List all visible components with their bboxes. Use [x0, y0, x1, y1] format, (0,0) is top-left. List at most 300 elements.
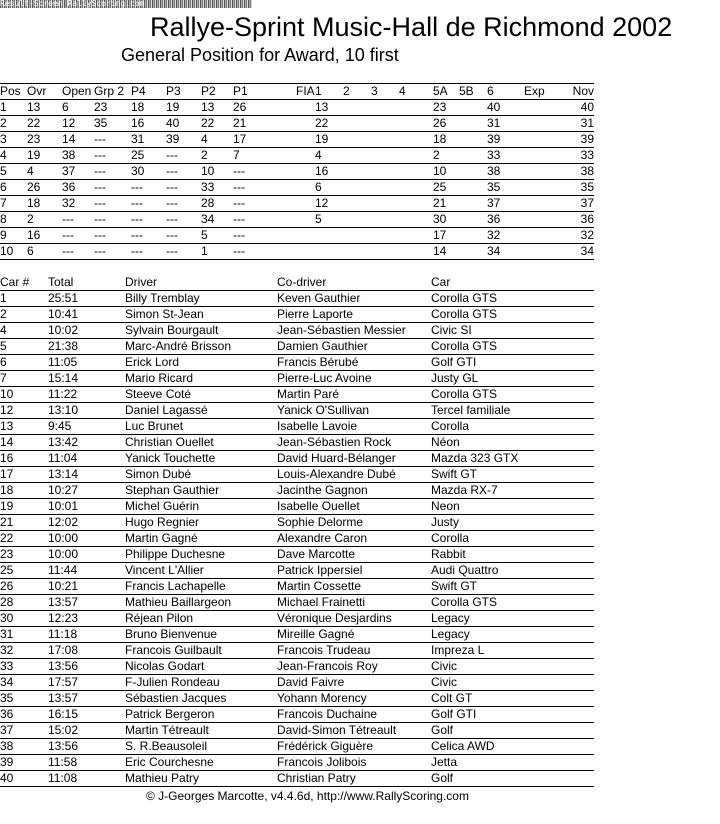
table-row: [0, 771, 594, 787]
table-row: [0, 723, 594, 739]
car-cell: 13:56: [48, 739, 125, 755]
position-header-cell: Nov: [558, 84, 594, 100]
position-cell: [459, 100, 487, 116]
position-cell: [459, 132, 487, 148]
car-cell: 10:41: [48, 307, 125, 323]
position-header-cell: FIA: [282, 84, 315, 100]
table-row: [0, 403, 594, 419]
position-cell: [282, 116, 315, 132]
position-cell: ---: [233, 196, 282, 212]
car-cell: Mireille Gagné: [277, 627, 431, 643]
position-cell: ---: [131, 212, 166, 228]
position-cell: 22: [27, 116, 62, 132]
position-cell: ---: [94, 164, 131, 180]
position-cell: [343, 148, 371, 164]
position-cell: [315, 244, 343, 260]
table-row: [0, 180, 594, 196]
position-cell: [343, 132, 371, 148]
position-cell: 32: [62, 196, 94, 212]
table-row: [0, 675, 594, 691]
car-cell: Eric Courchesne: [125, 755, 277, 771]
car-cell: 16:15: [48, 707, 125, 723]
position-table: [0, 83, 594, 260]
table-row: [0, 451, 594, 467]
position-cell: [282, 244, 315, 260]
car-cell: Jean-Sébastien Rock: [277, 435, 431, 451]
car-cell: 10:01: [48, 499, 125, 515]
car-cell: Mathieu Baillargeon: [125, 595, 277, 611]
car-cell: 25: [0, 563, 48, 579]
position-cell: [371, 244, 399, 260]
car-cell: Golf GTI: [431, 707, 594, 723]
position-cell: ---: [131, 228, 166, 244]
position-cell: [399, 148, 433, 164]
table-row: [0, 611, 594, 627]
table-row: [0, 483, 594, 499]
footer-credit: © J-Georges Marcotte, v4.4.6d, http://www.RallyScoring.com: [146, 789, 469, 803]
table-row: [0, 132, 594, 148]
position-cell: [399, 116, 433, 132]
car-cell: Nicolas Godart: [125, 659, 277, 675]
position-cell: 36: [487, 212, 524, 228]
car-cell: Simon St-Jean: [125, 307, 277, 323]
position-cell: ---: [94, 180, 131, 196]
table-row: [0, 739, 594, 755]
table-row: [0, 387, 594, 403]
position-cell: 18: [433, 132, 459, 148]
car-cell: Martin Tétreault: [125, 723, 277, 739]
position-cell: 7: [233, 148, 282, 164]
position-cell: 39: [166, 132, 201, 148]
car-cell: 15:14: [48, 371, 125, 387]
position-cell: [524, 244, 558, 260]
position-header-cell: P3: [166, 84, 201, 100]
table-row: [0, 244, 594, 260]
position-cell: 37: [487, 196, 524, 212]
car-cell: David-Simon Tétreault: [277, 723, 431, 739]
car-cell: Corolla: [431, 531, 594, 547]
position-cell: 10: [0, 244, 27, 260]
page-subtitle: General Position for Award, 10 first: [121, 45, 399, 65]
car-cell: 17:57: [48, 675, 125, 691]
position-cell: [459, 212, 487, 228]
car-cell: Sylvain Bourgault: [125, 323, 277, 339]
position-cell: 37: [558, 196, 594, 212]
car-cell: 13:14: [48, 467, 125, 483]
table-row: [0, 371, 594, 387]
position-cell: [371, 196, 399, 212]
car-cell: Swift GT: [431, 467, 594, 483]
position-cell: 18: [131, 100, 166, 116]
position-cell: 6: [62, 100, 94, 116]
car-cell: Marc-André Brisson: [125, 339, 277, 355]
position-cell: ---: [62, 228, 94, 244]
table-row: [0, 595, 594, 611]
car-cell: Jean-Francois Roy: [277, 659, 431, 675]
position-cell: 4: [0, 148, 27, 164]
position-cell: 40: [558, 100, 594, 116]
position-cell: [459, 116, 487, 132]
position-cell: [524, 116, 558, 132]
table-row: [0, 435, 594, 451]
position-cell: ---: [166, 196, 201, 212]
car-cell: 38: [0, 739, 48, 755]
position-header-cell: 6: [487, 84, 524, 100]
car-cell: 13:42: [48, 435, 125, 451]
position-cell: 37: [62, 164, 94, 180]
car-cell: Francois Guilbault: [125, 643, 277, 659]
car-cell: 10:02: [48, 323, 125, 339]
position-cell: 2: [27, 212, 62, 228]
car-cell: Isabelle Lavoie: [277, 419, 431, 435]
position-cell: 36: [558, 212, 594, 228]
car-cell: Legacy: [431, 627, 594, 643]
car-cell: Corolla GTS: [431, 339, 594, 355]
position-cell: ---: [166, 164, 201, 180]
table-row: [0, 196, 594, 212]
position-cell: 2: [433, 148, 459, 164]
car-cell: Civic SI: [431, 323, 594, 339]
position-cell: 40: [487, 100, 524, 116]
car-cell: Michael Frainetti: [277, 595, 431, 611]
car-cell: 13:57: [48, 691, 125, 707]
position-cell: 5: [0, 164, 27, 180]
car-cell: Audi Quattro: [431, 563, 594, 579]
car-cell: 11:44: [48, 563, 125, 579]
car-cell: Martin Cossette: [277, 579, 431, 595]
position-cell: 10: [201, 164, 233, 180]
car-cell: F-Julien Rondeau: [125, 675, 277, 691]
page-title: Rallye-Sprint Music-Hall de Richmond 2002: [150, 12, 673, 42]
position-cell: [459, 148, 487, 164]
car-cell: Damien Gauthier: [277, 339, 431, 355]
position-cell: 35: [558, 180, 594, 196]
position-cell: 5: [315, 212, 343, 228]
position-cell: 23: [27, 132, 62, 148]
position-cell: [524, 148, 558, 164]
car-cell: 39: [0, 755, 48, 771]
position-cell: [524, 132, 558, 148]
car-cell: 11:08: [48, 771, 125, 787]
position-cell: 34: [201, 212, 233, 228]
position-cell: 25: [433, 180, 459, 196]
car-cell: Justy: [431, 515, 594, 531]
table-row: [0, 291, 594, 307]
position-cell: [371, 180, 399, 196]
position-cell: [343, 164, 371, 180]
position-cell: [399, 228, 433, 244]
car-cell: Néon: [431, 435, 594, 451]
position-cell: 6: [0, 180, 27, 196]
table-row: [0, 515, 594, 531]
car-cell: Yanick O'Sullivan: [277, 403, 431, 419]
car-cell: Mathieu Patry: [125, 771, 277, 787]
position-cell: [371, 164, 399, 180]
position-cell: 16: [315, 164, 343, 180]
table-row: [0, 323, 594, 339]
position-cell: 21: [233, 116, 282, 132]
position-cell: [459, 180, 487, 196]
position-cell: [282, 132, 315, 148]
car-cell: 21:38: [48, 339, 125, 355]
position-cell: 31: [487, 116, 524, 132]
car-cell: Corolla GTS: [431, 307, 594, 323]
car-cell: Pierre-Luc Avoine: [277, 371, 431, 387]
position-cell: 16: [27, 228, 62, 244]
car-cell: Christian Patry: [277, 771, 431, 787]
table-row: [0, 643, 594, 659]
car-cell: 32: [0, 643, 48, 659]
position-cell: [371, 116, 399, 132]
position-cell: 14: [433, 244, 459, 260]
table-row: [0, 531, 594, 547]
position-cell: 17: [433, 228, 459, 244]
car-cell: 28: [0, 595, 48, 611]
car-cell: Swift GT: [431, 579, 594, 595]
car-cell: Martin Paré: [277, 387, 431, 403]
car-cell: Michel Guérin: [125, 499, 277, 515]
position-cell: 7: [0, 196, 27, 212]
car-cell: Francois Trudeau: [277, 643, 431, 659]
car-cell: Patrick Ippersiel: [277, 563, 431, 579]
car-cell: 5: [0, 339, 48, 355]
car-cell: 30: [0, 611, 48, 627]
position-cell: ---: [131, 196, 166, 212]
position-cell: 10: [433, 164, 459, 180]
position-cell: 14: [62, 132, 94, 148]
position-cell: 3: [0, 132, 27, 148]
car-cell: Pierre Laporte: [277, 307, 431, 323]
car-cell: Impreza L: [431, 643, 594, 659]
car-cell: 10:21: [48, 579, 125, 595]
position-cell: ---: [166, 212, 201, 228]
car-cell: Sébastien Jacques: [125, 691, 277, 707]
position-cell: [399, 100, 433, 116]
car-cell: Civic: [431, 675, 594, 691]
car-cell: 10:27: [48, 483, 125, 499]
car-cell: 40: [0, 771, 48, 787]
car-cell: Jacinthe Gagnon: [277, 483, 431, 499]
position-cell: [371, 228, 399, 244]
car-cell: Christian Ouellet: [125, 435, 277, 451]
car-cell: 37: [0, 723, 48, 739]
car-cell: Rabbit: [431, 547, 594, 563]
car-cell: Yanick Touchette: [125, 451, 277, 467]
position-cell: 38: [62, 148, 94, 164]
car-cell: 26: [0, 579, 48, 595]
position-cell: [371, 132, 399, 148]
car-cell: Francois Duchaine: [277, 707, 431, 723]
position-cell: [524, 100, 558, 116]
table-row: [0, 579, 594, 595]
car-cell: Philippe Duchesne: [125, 547, 277, 563]
car-cell: Francis Lachapelle: [125, 579, 277, 595]
position-cell: 2: [201, 148, 233, 164]
car-cell: 10:00: [48, 547, 125, 563]
position-cell: 32: [487, 228, 524, 244]
position-header-cell: 4: [399, 84, 433, 100]
car-cell: Corolla: [431, 419, 594, 435]
car-cell: Hugo Regnier: [125, 515, 277, 531]
position-cell: 31: [558, 116, 594, 132]
car-cell: 31: [0, 627, 48, 643]
position-header-cell: 1: [315, 84, 343, 100]
car-cell: Mazda 323 GTX: [431, 451, 594, 467]
position-cell: 16: [131, 116, 166, 132]
table-row: [0, 499, 594, 515]
position-cell: [459, 244, 487, 260]
position-cell: 38: [487, 164, 524, 180]
position-cell: 32: [558, 228, 594, 244]
car-cell: Dave Marcotte: [277, 547, 431, 563]
position-cell: [343, 100, 371, 116]
car-cell: 19: [0, 499, 48, 515]
position-header-cell: P4: [131, 84, 166, 100]
table-row: [0, 100, 594, 116]
cars-table: [0, 275, 594, 787]
car-cell: 17: [0, 467, 48, 483]
position-cell: ---: [94, 196, 131, 212]
position-cell: 34: [487, 244, 524, 260]
table-row: [0, 691, 594, 707]
car-cell: 11:18: [48, 627, 125, 643]
car-cell: 4: [0, 323, 48, 339]
position-cell: [282, 228, 315, 244]
position-header-cell: P2: [201, 84, 233, 100]
position-cell: 30: [433, 212, 459, 228]
position-cell: [343, 244, 371, 260]
position-cell: [459, 228, 487, 244]
position-cell: [282, 196, 315, 212]
position-cell: 12: [62, 116, 94, 132]
position-cell: 25: [131, 148, 166, 164]
position-header-cell: 3: [371, 84, 399, 100]
position-cell: ---: [94, 228, 131, 244]
position-cell: 1: [0, 100, 27, 116]
position-cell: 35: [94, 116, 131, 132]
position-cell: 13: [27, 100, 62, 116]
position-cell: 9: [0, 228, 27, 244]
car-cell: 25:51: [48, 291, 125, 307]
position-cell: [459, 196, 487, 212]
position-cell: 31: [131, 132, 166, 148]
position-cell: 30: [131, 164, 166, 180]
car-cell: Simon Dubé: [125, 467, 277, 483]
car-cell: Luc Brunet: [125, 419, 277, 435]
table-row: [0, 659, 594, 675]
table-row: [0, 212, 594, 228]
car-header-cell: Total: [48, 275, 125, 291]
car-cell: Francois Jolibois: [277, 755, 431, 771]
car-header-cell: Car: [431, 275, 594, 291]
car-cell: Golf: [431, 723, 594, 739]
position-cell: [343, 212, 371, 228]
position-header-row: [0, 84, 594, 100]
position-cell: 19: [166, 100, 201, 116]
car-cell: Véronique Desjardins: [277, 611, 431, 627]
position-cell: 36: [62, 180, 94, 196]
position-cell: 39: [487, 132, 524, 148]
position-cell: ---: [233, 228, 282, 244]
position-cell: [524, 212, 558, 228]
car-cell: Neon: [431, 499, 594, 515]
position-cell: [399, 164, 433, 180]
car-cell: 13:10: [48, 403, 125, 419]
position-cell: 26: [433, 116, 459, 132]
car-cell: 11:05: [48, 355, 125, 371]
car-cell: 11:22: [48, 387, 125, 403]
car-cell: 10: [0, 387, 48, 403]
car-header-cell: Driver: [125, 275, 277, 291]
position-cell: [343, 196, 371, 212]
position-cell: 33: [558, 148, 594, 164]
position-cell: ---: [166, 244, 201, 260]
position-cell: 22: [201, 116, 233, 132]
position-cell: 17: [233, 132, 282, 148]
car-cell: 11:04: [48, 451, 125, 467]
car-cell: 12:23: [48, 611, 125, 627]
position-cell: 13: [201, 100, 233, 116]
table-row: [0, 563, 594, 579]
position-cell: 22: [315, 116, 343, 132]
table-row: [0, 627, 594, 643]
position-header-cell: Grp 2: [94, 84, 131, 100]
position-cell: 19: [315, 132, 343, 148]
position-header-cell: Open: [62, 84, 94, 100]
table-row: [0, 755, 594, 771]
position-cell: [371, 148, 399, 164]
position-cell: ---: [233, 244, 282, 260]
car-cell: Jetta: [431, 755, 594, 771]
table-row: [0, 707, 594, 723]
position-cell: ---: [62, 212, 94, 228]
position-cell: 6: [27, 244, 62, 260]
site-banner: Result-Screen RallyScoring.com: [0, 0, 252, 8]
car-cell: 13:56: [48, 659, 125, 675]
position-cell: [459, 164, 487, 180]
table-row: [0, 339, 594, 355]
position-cell: 23: [94, 100, 131, 116]
position-cell: 28: [201, 196, 233, 212]
position-cell: [524, 196, 558, 212]
car-cell: David Huard-Bélanger: [277, 451, 431, 467]
car-cell: Mario Ricard: [125, 371, 277, 387]
car-cell: Corolla GTS: [431, 595, 594, 611]
car-cell: Mazda RX-7: [431, 483, 594, 499]
car-cell: Alexandre Caron: [277, 531, 431, 547]
position-cell: [343, 116, 371, 132]
position-cell: ---: [233, 164, 282, 180]
car-cell: Vincent L'Allier: [125, 563, 277, 579]
car-cell: Bruno Bienvenue: [125, 627, 277, 643]
position-cell: 39: [558, 132, 594, 148]
position-cell: ---: [94, 148, 131, 164]
car-cell: S. R.Beausoleil: [125, 739, 277, 755]
car-cell: 17:08: [48, 643, 125, 659]
car-cell: 36: [0, 707, 48, 723]
car-cell: Legacy: [431, 611, 594, 627]
position-cell: 35: [487, 180, 524, 196]
position-cell: 40: [166, 116, 201, 132]
position-cell: [282, 212, 315, 228]
car-cell: Billy Tremblay: [125, 291, 277, 307]
car-cell: Francis Bérubé: [277, 355, 431, 371]
position-header-cell: P1: [233, 84, 282, 100]
car-cell: 15:02: [48, 723, 125, 739]
position-cell: [371, 212, 399, 228]
position-cell: [399, 180, 433, 196]
car-cell: 12: [0, 403, 48, 419]
